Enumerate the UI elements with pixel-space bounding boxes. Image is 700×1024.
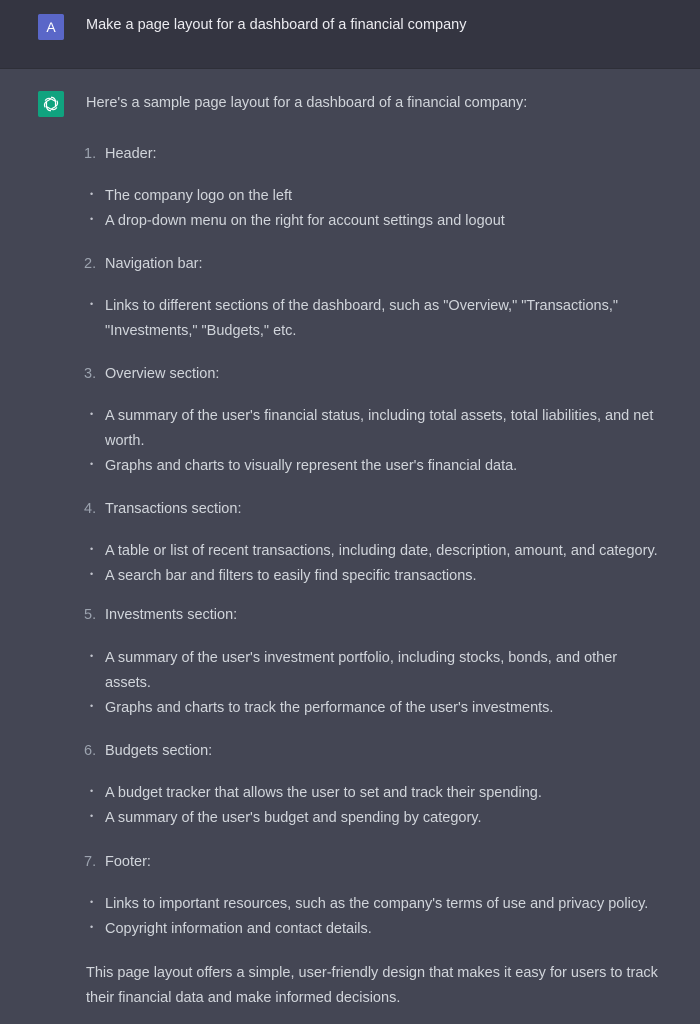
closing-text: their financial data and make informed decisions. bbox=[86, 990, 401, 1006]
list-number: 6. bbox=[84, 743, 97, 759]
assistant-intro: Here's a sample page layout for a dashboard of a financial company: bbox=[86, 95, 528, 111]
user-message-text: Make a page layout for a dashboard of a financial company bbox=[86, 17, 467, 33]
list-number: 2. bbox=[84, 256, 97, 272]
bullet-text: worth. bbox=[105, 433, 145, 449]
section-title: Header: bbox=[105, 146, 157, 162]
bullet-text: A search bar and filters to easily find specific transactions. bbox=[105, 568, 477, 584]
bullet-text: A summary of the user's budget and spending by category. bbox=[105, 810, 482, 826]
bullet-icon: • bbox=[90, 189, 94, 199]
list-number: 7. bbox=[84, 854, 97, 870]
section-title: Transactions section: bbox=[105, 501, 242, 517]
section-title: Overview section: bbox=[105, 366, 220, 382]
bullet-text: A drop-down menu on the right for account settings and logout bbox=[105, 213, 505, 229]
list-number: 1. bbox=[84, 146, 97, 162]
section-title: Navigation bar: bbox=[105, 256, 203, 272]
bullet-text: The company logo on the left bbox=[105, 188, 293, 204]
bullet-text: Graphs and charts to track the performance of the user's investments. bbox=[105, 700, 554, 716]
list-number: 4. bbox=[84, 501, 97, 517]
bullet-text: A budget tracker that allows the user to set and track their spending. bbox=[105, 785, 542, 801]
bullet-icon: • bbox=[90, 299, 94, 309]
bullet-icon: • bbox=[90, 922, 94, 932]
bullet-icon: • bbox=[90, 409, 94, 419]
bullet-text: A table or list of recent transactions, including date, description, amount, and category. bbox=[105, 543, 658, 559]
bullet-icon: • bbox=[90, 569, 94, 579]
list-number: 5. bbox=[84, 607, 97, 623]
closing-text: This page layout offers a simple, user-friendly design that makes it easy for users to track bbox=[86, 965, 658, 981]
bullet-text: A summary of the user's investment portfolio, including stocks, bonds, and other bbox=[105, 650, 618, 666]
section-title: Investments section: bbox=[105, 607, 238, 623]
list-number: 3. bbox=[84, 366, 97, 382]
bullet-text: "Investments," "Budgets," etc. bbox=[105, 323, 297, 339]
bullet-icon: • bbox=[90, 459, 94, 469]
bullet-icon: • bbox=[90, 701, 94, 711]
bullet-icon: • bbox=[90, 786, 94, 796]
user-message-row bbox=[0, 0, 700, 69]
assistant-message-row bbox=[0, 69, 700, 1024]
bullet-text: A summary of the user's financial status, including total assets, total liabilities, and net bbox=[105, 408, 654, 424]
openai-logo-icon bbox=[38, 91, 64, 117]
section-title: Footer: bbox=[105, 854, 151, 870]
bullet-text: Links to different sections of the dashboard, such as "Overview," "Transactions," bbox=[105, 298, 619, 314]
bullet-icon: • bbox=[90, 214, 94, 224]
bullet-icon: • bbox=[90, 811, 94, 821]
bullet-icon: • bbox=[90, 544, 94, 554]
bullet-text: Links to important resources, such as the company's terms of use and privacy policy. bbox=[105, 896, 649, 912]
bullet-text: Graphs and charts to visually represent the user's financial data. bbox=[105, 458, 518, 474]
section-title: Budgets section: bbox=[105, 743, 213, 759]
bullet-text: assets. bbox=[105, 675, 151, 691]
user-avatar: A bbox=[38, 14, 64, 40]
bullet-icon: • bbox=[90, 897, 94, 907]
bullet-text: Copyright information and contact details. bbox=[105, 921, 372, 937]
bullet-icon: • bbox=[90, 651, 94, 661]
